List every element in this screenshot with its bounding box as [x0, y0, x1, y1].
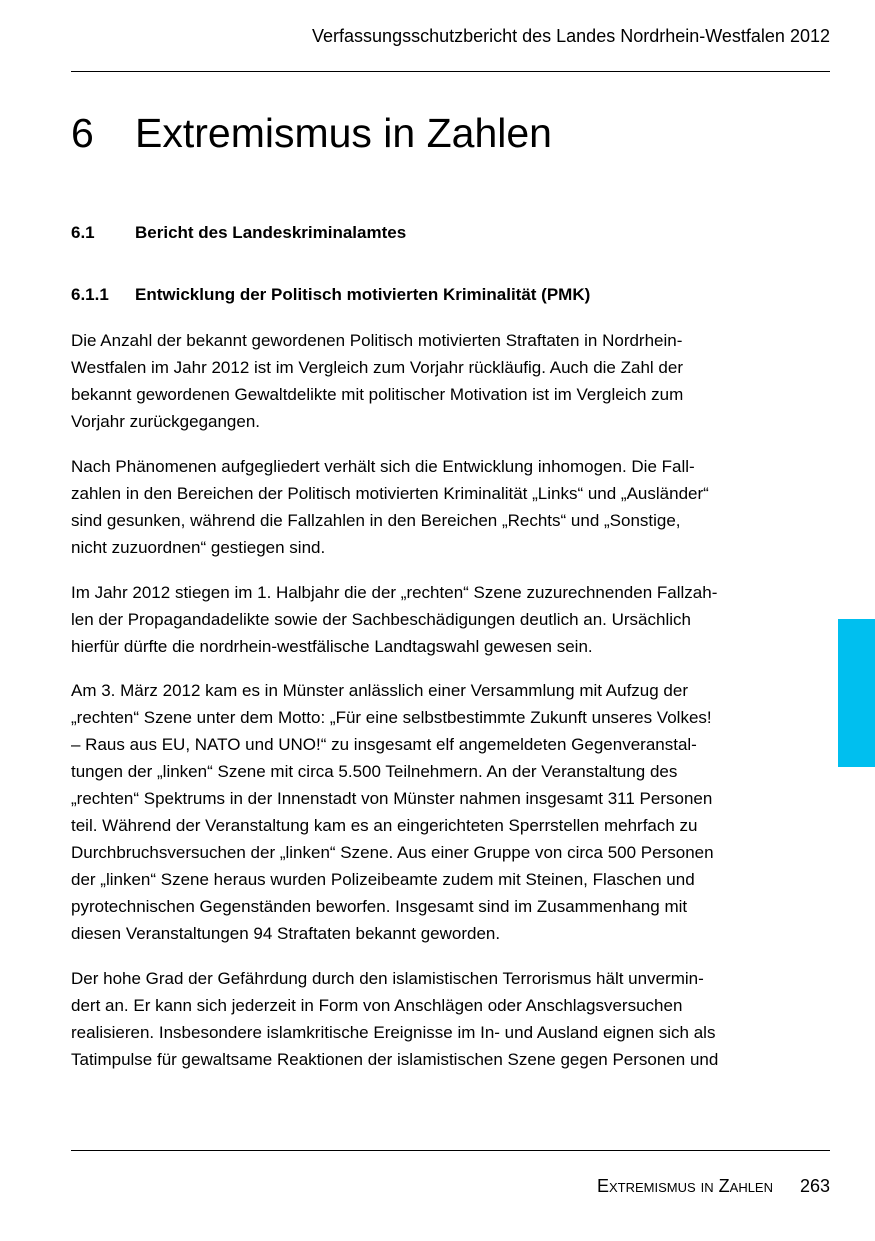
paragraph-line: Die Anzahl der bekannt gewordenen Politisch motivierten Straftaten in Nordrhein- — [71, 331, 683, 350]
page-number: 263 — [799, 1176, 830, 1196]
paragraph-line: len der Propagandadelikte sowie der Sachbeschädigungen deutlich an. Ursächlich — [71, 610, 691, 629]
paragraph-line: Am 3. März 2012 kam es in Münster anlässlich einer Versammlung mit Aufzug der — [71, 681, 688, 700]
paragraph-line: „rechten“ Szene unter dem Motto: „Für eine selbstbestimmte Zukunft unseres Volkes! — [71, 708, 712, 727]
paragraph-line: bekannt gewordenen Gewaltdelikte mit politischer Motivation ist im Vergleich zum — [71, 385, 684, 404]
paragraph-line: diesen Veranstaltungen 94 Straftaten bekannt geworden. — [71, 924, 501, 943]
paragraph-line: sind gesunken, während die Fallzahlen in den Bereichen „Rechts“ und „Sonstige, — [71, 511, 681, 530]
chapter-heading — [71, 110, 552, 157]
paragraph-3 — [71, 579, 791, 660]
paragraph-line: pyrotechnischen Gegenständen beworfen. Insgesamt sind im Zusammenhang mit — [71, 897, 688, 916]
paragraph-line: tungen der „linken“ Szene mit circa 5.500 Teilnehmern. An der Veranstaltung des — [71, 762, 678, 781]
running-header: Verfassungsschutzbericht des Landes Nordrhein-Westfalen 2012 — [312, 26, 830, 46]
paragraph-line: Der hohe Grad der Gefährdung durch den islamistischen Terrorismus hält unvermin- — [71, 969, 704, 988]
section-title: Bericht des Landeskriminalamtes — [135, 223, 407, 242]
footer-rule — [71, 1150, 830, 1151]
chapter-title: Extremismus in Zahlen — [135, 110, 552, 156]
paragraph-line: teil. Während der Veranstaltung kam es an eingerichteten Sperrstellen mehrfach zu — [71, 816, 698, 835]
chapter-number: 6 — [71, 110, 94, 156]
paragraph-5 — [71, 965, 791, 1073]
paragraph-line: realisieren. Insbesondere islamkritische Ereignisse im In- und Ausland eignen sich als — [71, 1023, 716, 1042]
paragraph-line: zahlen in den Bereichen der Politisch motivierten Kriminalität „Links“ und „Ausländer“ — [71, 484, 709, 503]
running-footer-title: Extremismus in Zahlen — [596, 1176, 773, 1196]
paragraph-line: Nach Phänomenen aufgegliedert verhält sich die Entwicklung inhomogen. Die Fall- — [71, 457, 695, 476]
paragraph-line: Vorjahr zurückgegangen. — [71, 412, 261, 431]
paragraph-line: nicht zuzuordnen“ gestiegen sind. — [71, 538, 326, 557]
subsection-title: Entwicklung der Politisch motivierten Kriminalität (PMK) — [135, 285, 591, 304]
paragraph-line: Durchbruchsversuchen der „linken“ Szene. Aus einer Gruppe von circa 500 Personen — [71, 843, 714, 862]
paragraph-line: dert an. Er kann sich jederzeit in Form von Anschlägen oder Anschlagsversuchen — [71, 996, 683, 1015]
paragraph-2 — [71, 453, 791, 561]
chapter-side-tab — [838, 619, 875, 767]
paragraph-line: Im Jahr 2012 stiegen im 1. Halbjahr die der „rechten“ Szene zuzurechnenden Fallzah- — [71, 583, 718, 602]
subsection-heading — [71, 285, 590, 305]
subsection-number: 6.1.1 — [71, 285, 109, 304]
section-heading — [71, 223, 406, 243]
section-number: 6.1 — [71, 223, 95, 242]
paragraph-line: Tatimpulse für gewaltsame Reaktionen der islamistischen Szene gegen Personen und — [71, 1050, 719, 1069]
paragraph-line: – Raus aus EU, NATO und UNO!“ zu insgesamt elf angemeldeten Gegenveranstal- — [71, 735, 697, 754]
paragraph-line: „rechten“ Spektrums in der Innenstadt von Münster nahmen insgesamt 311 Personen — [71, 789, 713, 808]
paragraph-4 — [71, 677, 791, 947]
header-rule — [71, 71, 830, 72]
paragraph-line: hierfür dürfte die nordrhein-westfälische Landtagswahl gewesen sein. — [71, 637, 593, 656]
paragraph-1 — [71, 327, 791, 435]
paragraph-line: der „linken“ Szene heraus wurden Polizeibeamte zudem mit Steinen, Flaschen und — [71, 870, 695, 889]
paragraph-line: Westfalen im Jahr 2012 ist im Vergleich zum Vorjahr rückläufig. Auch die Zahl der — [71, 358, 683, 377]
